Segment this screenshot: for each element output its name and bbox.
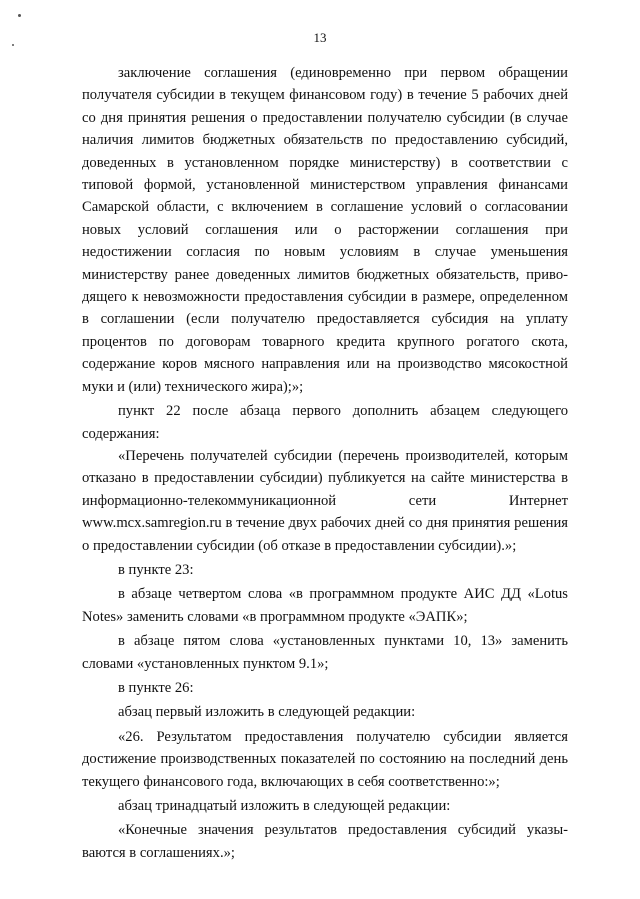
paragraph: в абзаце пятом слова «установленных пунктами 10, 13» заменить словами «установленных пунктом 9.1»;	[82, 633, 568, 672]
paragraph: «Конечные значения результатов предоставления субсидий указываются в соглашениях.»;	[82, 822, 568, 861]
paragraph: заключение соглашения (единовременно при первом обращении получателя субсидии в текущем финансовом году) в течение 5 рабочих дней со дня принятия решения о предоставлении получателю субсидии (в случае наличия лимитов бюджетных обязательств по предоставлению субсидий, доведенных в установленном порядке министерству) в соответствии с типовой формой, установленной министерством управления финансами Самарской области, с включением в соглашение условий о согласовании новых условий соглашения или о расторжении соглашения при недостижении согласия по новым условиям в случае уменьшения министерству ранее доведенных лимитов бюджетных обязательств, приводящего к невозможности предоставления субсидии в размере, определенном в соглашении (если получателю предоставляется субсидия на уплату процентов по договорам товарного кредита крупного рогатого скота, содержание коров мясного направления или на производство мясокостной муки и (или) технического жира);»;	[82, 65, 568, 395]
paragraph: в пункте 23:	[118, 561, 194, 578]
paragraph: «26. Результатом предоставления получателю субсидии является достижение производственных показателей по состоянию на последний день текущего финансового года, включающих в себя соответственно:»;	[82, 728, 568, 790]
paragraph: в пункте 26:	[118, 679, 194, 696]
document-body	[82, 62, 568, 864]
scan-speck	[18, 14, 21, 17]
paragraph: абзац первый изложить в следующей редакции:	[118, 704, 416, 721]
paragraph: абзац тринадцатый изложить в следующей редакции:	[118, 798, 451, 814]
paragraph: в абзаце четвертом слова «в программном продукте АИС ДД «Lotus Notes» заменить словами «в программном продукте «ЭАПК»;	[82, 586, 568, 625]
paragraph: пункт 22 после абзаца первого дополнить абзацем следующего содержания:	[82, 403, 568, 442]
page-number: 13	[313, 30, 327, 45]
paragraph: «Перечень получателей субсидии (перечень производителей, которым отказано в предоставлении субсидии) публикуется на сайте министерства в информационно-телекоммуникационной сети Интернет www.mcx.samregion.ru в течение двух рабочих дней со дня принятия решения о предоставлении субсидии (об отказе в предоставлении субсидии).»;	[82, 447, 568, 554]
